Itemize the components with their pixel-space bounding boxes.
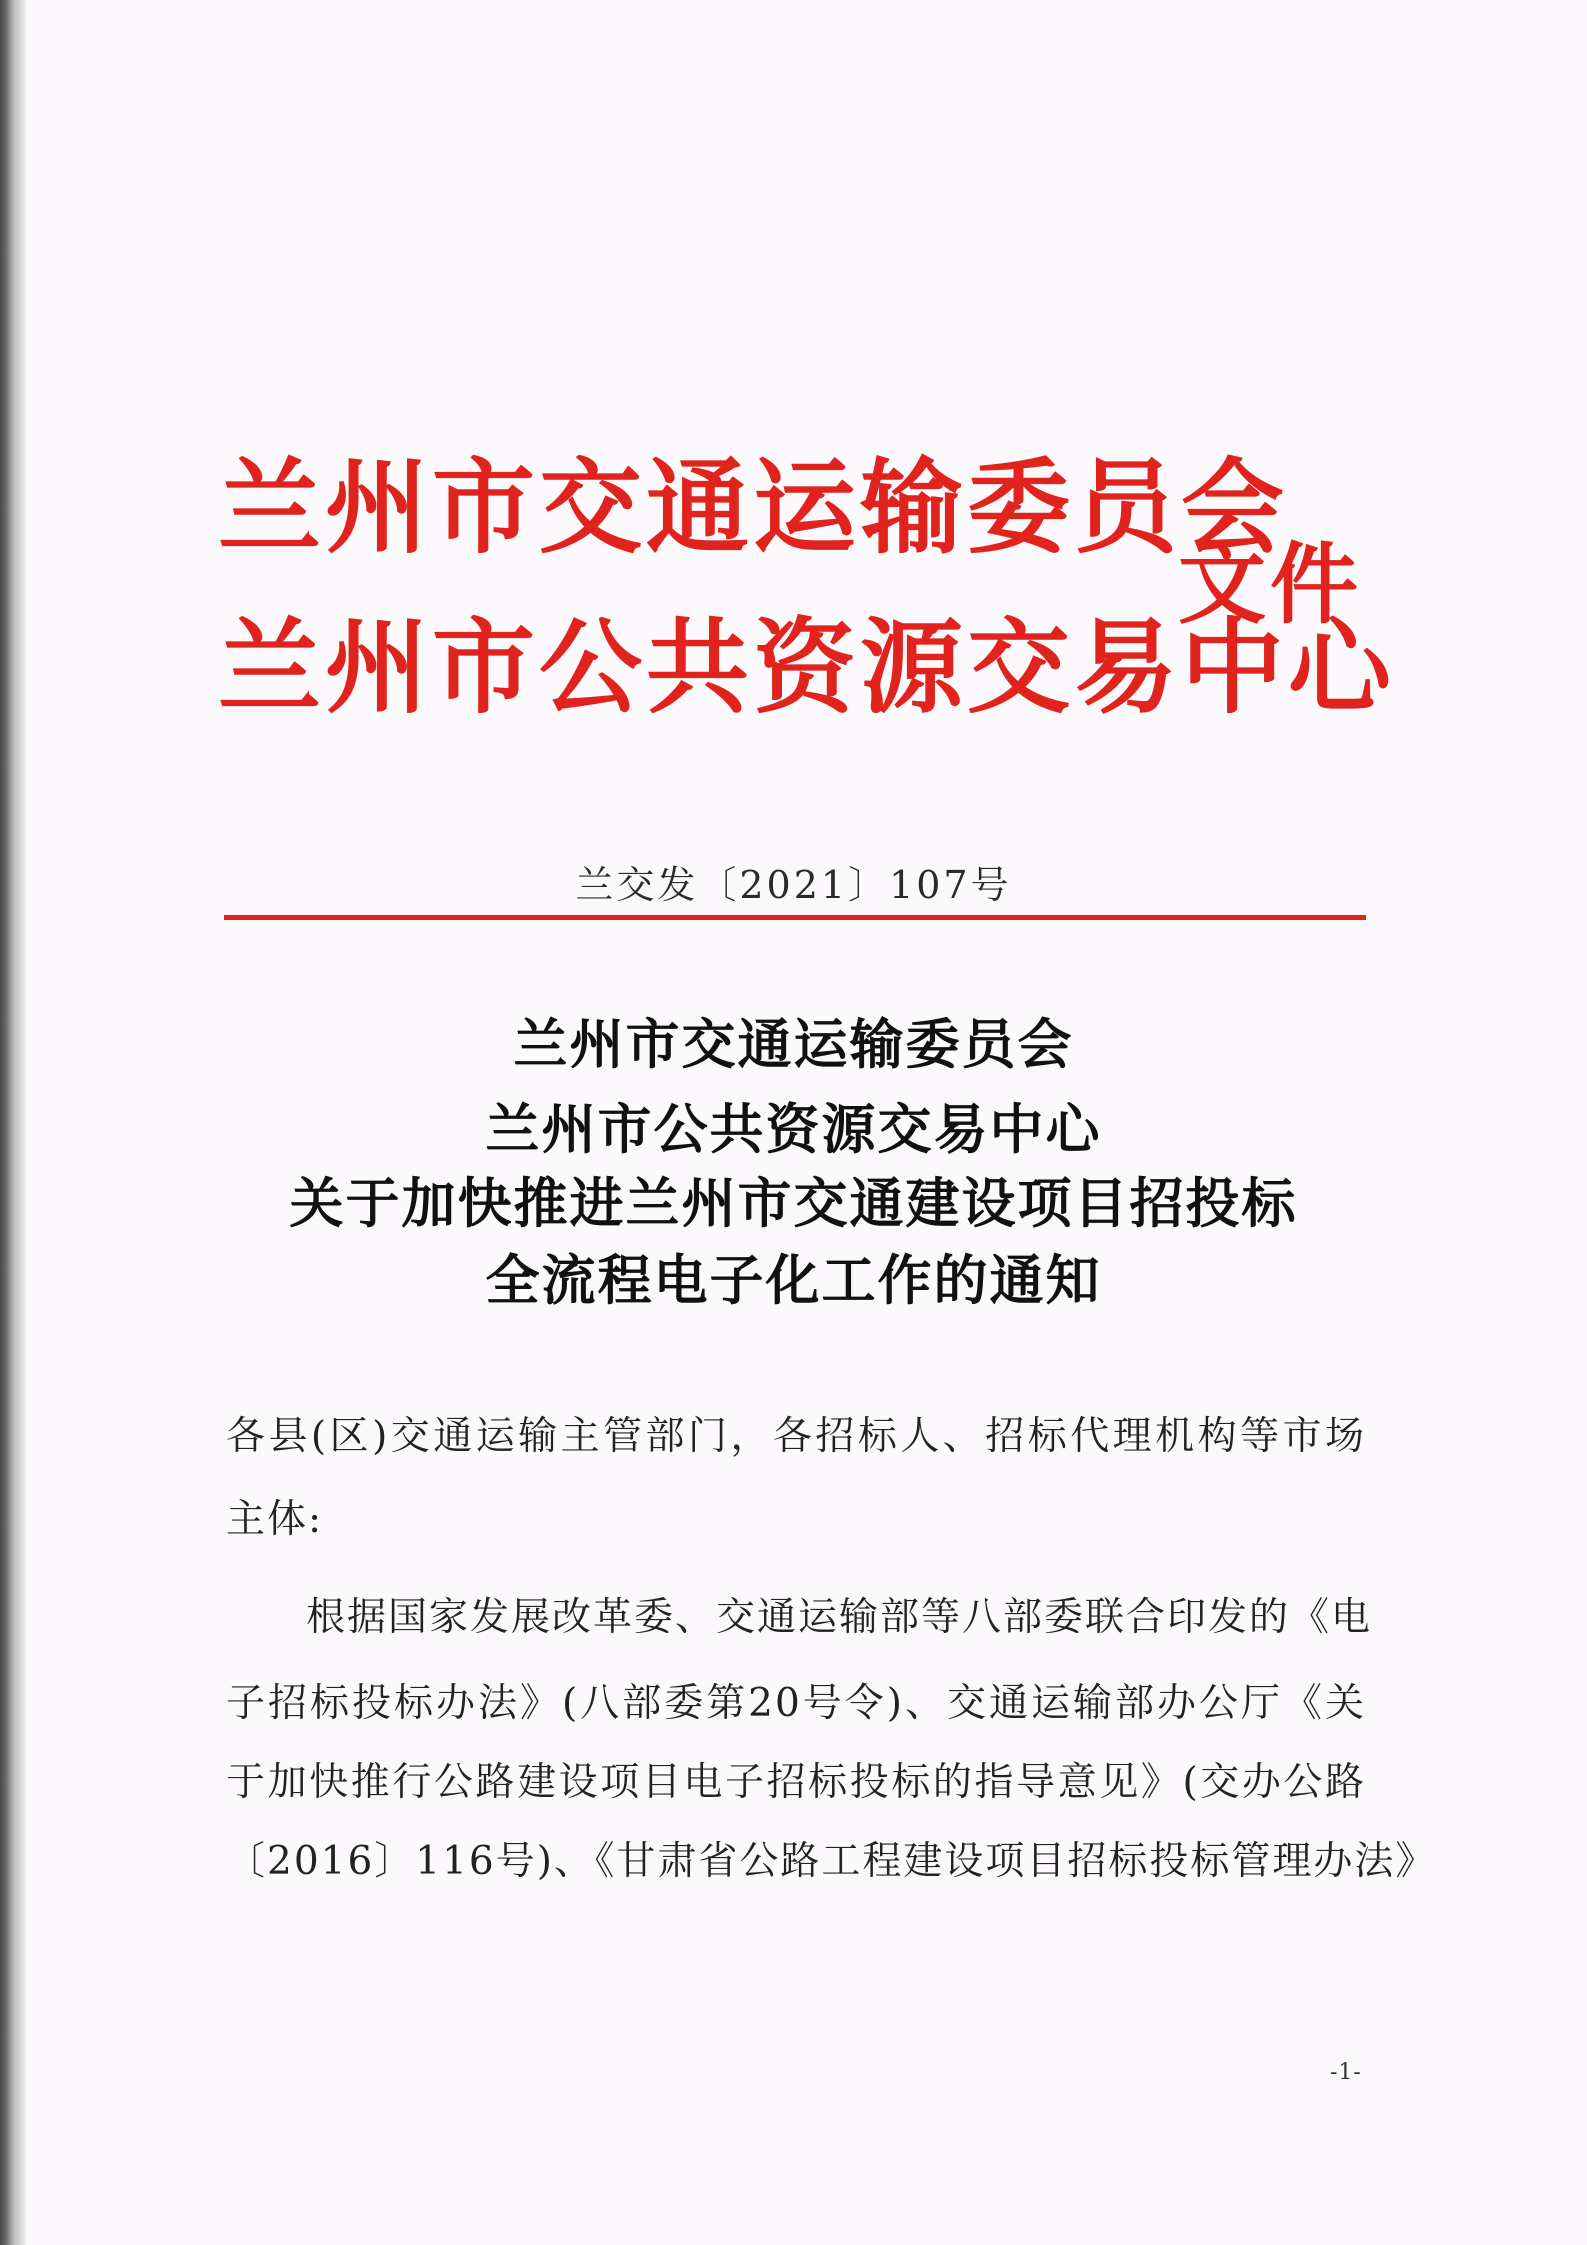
addressee-line-1: 各县(区)交通运输主管部门，各招标人、招标代理机构等市场	[226, 1414, 1366, 1459]
addressee-line-2: 主体:	[226, 1497, 324, 1542]
red-separator-line	[224, 915, 1366, 920]
header-wenjian: 文件	[1178, 532, 1363, 636]
header-org-line-1: 兰州市交通运输委员会	[218, 447, 1288, 568]
title-line-3: 关于加快推进兰州市交通建设项目招投标	[289, 1171, 1298, 1235]
document-number: 兰交发〔2021〕107号	[575, 863, 1012, 907]
paragraph-1-line-2: 子招标投标办法》(八部委第20号令)、交通运输部办公厅《关	[226, 1681, 1366, 1726]
paragraph-1-line-4: 〔2016〕116号)、《甘肃省公路工程建设项目招标投标管理办法》	[226, 1839, 1437, 1884]
title-line-1: 兰州市交通运输委员会	[513, 1012, 1074, 1076]
page-number: -1-	[1330, 2060, 1362, 2085]
title-line-4: 全流程电子化工作的通知	[485, 1248, 1102, 1312]
header-org-line-2: 兰州市公共资源交易中心	[218, 607, 1395, 728]
title-line-2: 兰州市公共资源交易中心	[485, 1097, 1102, 1161]
paragraph-1-line-3: 于加快推行公路建设项目电子招标投标的指导意见》(交办公路	[226, 1760, 1366, 1805]
paragraph-1-line-1: 根据国家发展改革委、交通运输部等八部委联合印发的《电	[306, 1595, 1373, 1640]
